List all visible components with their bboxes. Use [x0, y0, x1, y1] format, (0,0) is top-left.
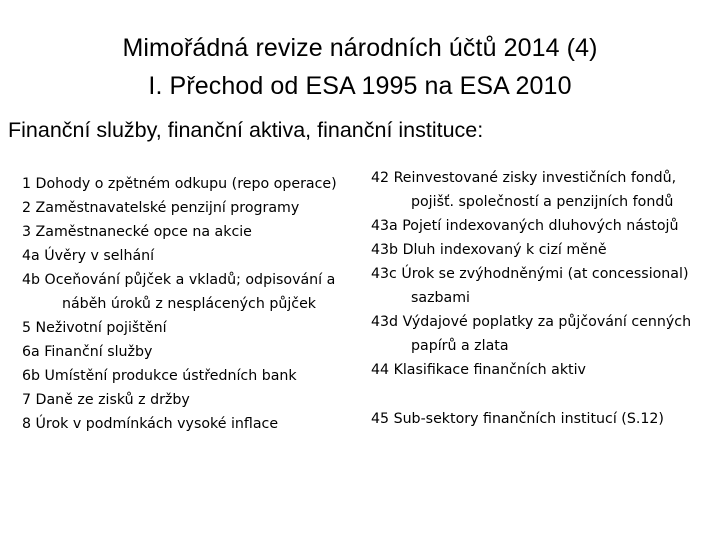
slide-title: Mimořádná revize národních účtů 2014 (4)	[122, 34, 598, 62]
list-item: 43d Výdajové poplatky za půjčování cenných papírů a zlata	[371, 314, 692, 354]
list-item: 2 Zaměstnavatelské penzijní programy	[22, 200, 300, 216]
list-item: 5 Neživotní pojištění	[22, 320, 167, 336]
list-item: 43a Pojetí indexovaných dluhových nástojů	[371, 218, 679, 234]
list-item: 3 Zaměstnanecké opce na akcie	[22, 224, 252, 240]
list-item: 6b Umístění produkce ústředních bank	[22, 368, 297, 384]
left-column-list	[22, 172, 362, 436]
list-item: 4a Úvěry v selhání	[22, 248, 155, 264]
list-item: 45 Sub-sektory finančních institucí (S.12)	[371, 411, 664, 427]
list-item: 42 Reinvestované zisky investičních fondů, pojišť. společností a penzijních fondů	[371, 170, 677, 210]
list-item: 6a Finanční služby	[22, 344, 153, 360]
slide-subtitle: I. Přechod od ESA 1995 na ESA 2010	[148, 72, 572, 100]
list-item: 7 Daně ze zisků z držby	[22, 392, 190, 408]
list-item: 43c Úrok se zvýhodněnými (at concessional) sazbami	[371, 266, 689, 306]
list-item: 1 Dohody o zpětném odkupu (repo operace)	[22, 176, 337, 192]
list-item: 43b Dluh indexovaný k cizí měně	[371, 242, 607, 258]
list-item: 8 Úrok v podmínkách vysoké inflace	[22, 416, 279, 432]
list-item: 44 Klasifikace finančních aktiv	[371, 362, 586, 378]
right-column-list	[371, 166, 716, 431]
list-item: 4b Oceňování půjček a vkladů; odpisování a náběh úroků z nesplácených půjček	[22, 272, 336, 312]
section-heading: Finanční služby, finanční aktiva, finanční instituce:	[8, 118, 484, 142]
